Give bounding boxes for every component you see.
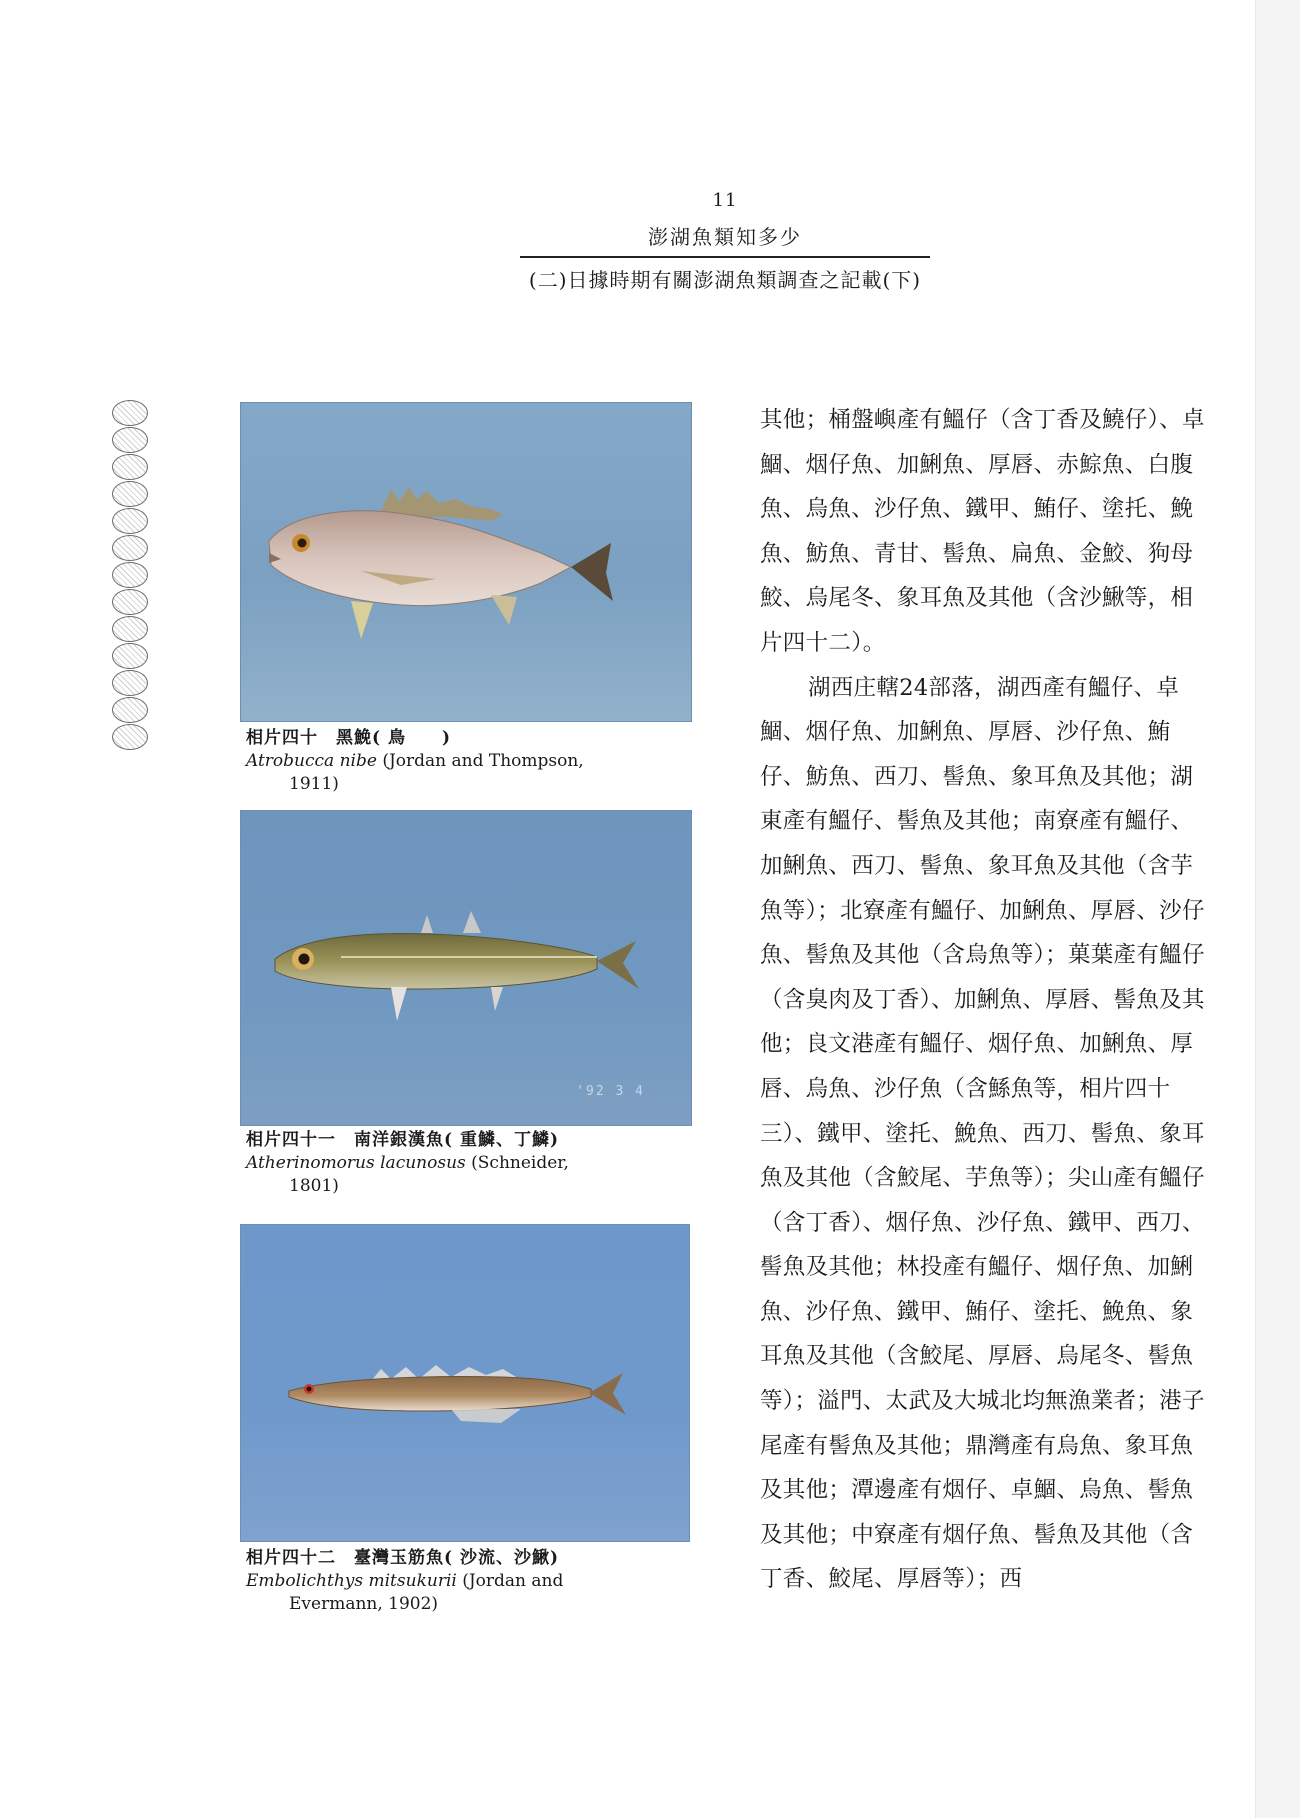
ornament-icon	[112, 616, 148, 642]
ornament-icon	[112, 589, 148, 615]
caption-author: (Jordan and Thompson,	[382, 751, 584, 771]
page-edge-shadow	[1255, 0, 1300, 1818]
caption-photo-41	[246, 1129, 676, 1198]
scientific-name: Embolichthys mitsukurii	[246, 1571, 457, 1591]
caption-author: (Jordan and	[462, 1571, 564, 1591]
caption-scientific-line	[246, 1570, 676, 1593]
side-ornament-column	[112, 400, 150, 751]
running-title: 澎湖魚類知多少	[648, 225, 802, 249]
ornament-icon	[112, 400, 148, 426]
body-paragraph: 湖西庄轄24部落，湖西產有鰮仔、卓鯝、烟仔魚、加鯏魚、厚唇、沙仔魚、鮪仔、魴魚、西刀、髻魚、象耳魚及其他；湖東產有鰮仔、髻魚及其他；南寮產有鰮仔、加鯏魚、西刀、髻魚、象耳魚及其他（含芋魚等）；北寮產有鰮仔、加鯏魚、厚唇、沙仔魚、髻魚及其他（含烏魚等）；菓葉產有鰮仔（含臭肉及丁香）、加鯏魚、厚唇、髻魚及其他；良文港產有鰮仔、烟仔魚、加鯏魚、厚唇、烏魚、沙仔魚（含鯀魚等，相片四十三）、鐵甲、塗托、鮸魚、西刀、髻魚、象耳魚及其他（含鮫尾、芋魚等）；尖山產有鰮仔（含丁香）、烟仔魚、沙仔魚、鐵甲、西刀、髻魚及其他；林投產有鰮仔、烟仔魚、加鯏魚、沙仔魚、鐵甲、鮪仔、塗托、鮸魚、象耳魚及其他（含鮫尾、厚唇、烏尾冬、髻魚等）；溢門、太武及大城北均無漁業者；港子尾產有髻魚及其他；鼎灣產有烏魚、象耳魚及其他；潭邊產有烟仔、卓鯝、烏魚、髻魚及其他；中寮產有烟仔魚、髻魚及其他（含丁香、鮫尾、厚唇等）；西	[760, 674, 1205, 1593]
scientific-name: Atrobucca nibe	[246, 751, 377, 771]
ornament-icon	[112, 535, 148, 561]
ornament-icon	[112, 670, 148, 696]
ornament-icon	[112, 697, 148, 723]
caption-author: (Schneider,	[471, 1153, 569, 1173]
ornament-icon	[112, 562, 148, 588]
caption-photo-40	[246, 727, 676, 796]
scientific-name: Atherinomorus lacunosus	[246, 1153, 466, 1173]
caption-scientific-line	[246, 1152, 676, 1175]
caption-scientific-line	[246, 750, 676, 773]
running-subtitle: (二)日據時期有關澎湖魚類調查之記載(下)	[528, 268, 922, 292]
photo-sand-lance	[240, 1224, 690, 1542]
caption-photo-42	[246, 1547, 676, 1616]
croaker-fish-icon	[241, 403, 691, 721]
ornament-icon	[112, 427, 148, 453]
page-number: 11	[712, 190, 738, 211]
photo-silverside	[240, 810, 692, 1126]
ornament-icon	[112, 508, 148, 534]
ornament-icon	[112, 643, 148, 669]
body-paragraph: 其他；桶盤嶼產有鰮仔（含丁香及鱙仔）、卓鯝、烟仔魚、加鯏魚、厚唇、赤鯮魚、白腹魚、烏魚、沙仔魚、鐵甲、鮪仔、塗托、鮸魚、魴魚、青甘、髻魚、扁魚、金鮫、狗母鮫、烏尾冬、象耳魚及其他（含沙鰍等，相片四十二）。	[760, 407, 1205, 656]
sand-lance-fish-icon	[241, 1225, 689, 1541]
body-text-column	[760, 398, 1210, 1602]
caption-label: 相片四十一 南洋銀漢魚( 重鱗、丁鱗)	[246, 1130, 560, 1150]
ornament-icon	[112, 481, 148, 507]
photo-date-stamp: '92 3 4	[576, 1084, 645, 1099]
ornament-icon	[112, 724, 148, 750]
page-header	[480, 190, 970, 293]
caption-year: 1911)	[289, 774, 339, 794]
caption-year: Evermann, 1902)	[289, 1594, 439, 1614]
ornament-icon	[112, 454, 148, 480]
silverside-fish-icon	[241, 811, 691, 1125]
caption-year: 1801)	[289, 1176, 339, 1196]
caption-label: 相片四十 黑鮸( 鳥 )	[246, 728, 452, 748]
photo-black-croaker	[240, 402, 692, 722]
caption-label: 相片四十二 臺灣玉筋魚( 沙流、沙鰍)	[246, 1548, 560, 1568]
header-rule	[520, 256, 930, 258]
